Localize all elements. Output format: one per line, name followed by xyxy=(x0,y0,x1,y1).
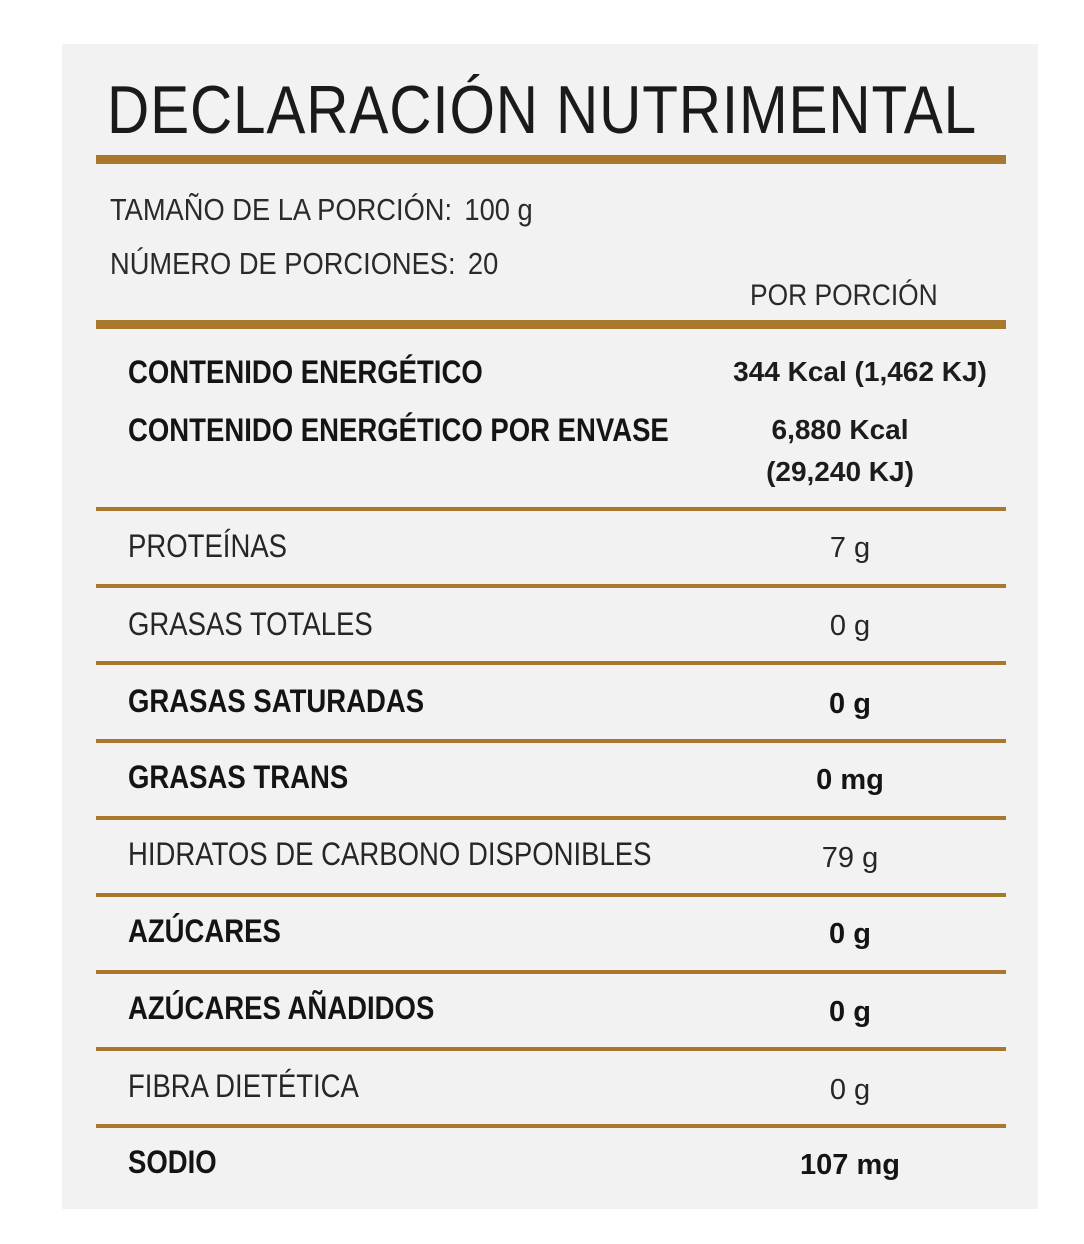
nutrient-label-sugars: AZÚCARES xyxy=(128,913,281,949)
energy-label: CONTENIDO ENERGÉTICO xyxy=(128,354,483,390)
row-divider xyxy=(96,893,1006,897)
nutrient-value-trans-fat: 0 mg xyxy=(816,764,884,796)
header-divider xyxy=(96,320,1006,329)
serving-size-label: TAMAÑO DE LA PORCIÓN: xyxy=(110,192,453,227)
row-divider xyxy=(96,661,1006,665)
row-divider xyxy=(96,1047,1006,1051)
energy-package-value-kcal: 6,880 Kcal xyxy=(771,414,909,445)
nutrient-value-carbohydrates: 79 g xyxy=(821,842,879,874)
row-divider xyxy=(96,584,1006,588)
nutrient-label-proteins: PROTEÍNAS xyxy=(128,528,288,564)
nutrient-label-trans-fat: GRASAS TRANS xyxy=(128,759,349,795)
row-divider xyxy=(96,507,1006,511)
nutrient-label-saturated-fat: GRASAS SATURADAS xyxy=(128,683,425,719)
nutrient-label-sodium: SODIO xyxy=(128,1144,217,1180)
row-divider xyxy=(96,816,1006,820)
nutrient-value-sodium: 107 mg xyxy=(800,1149,900,1181)
nutrient-label-added-sugars: AZÚCARES AÑADIDOS xyxy=(128,990,435,1026)
nutrient-value-added-sugars: 0 g xyxy=(829,996,871,1028)
row-divider xyxy=(96,1124,1006,1128)
nutrient-value-proteins: 7 g xyxy=(829,532,871,564)
nutrient-value-dietary-fiber: 0 g xyxy=(829,1074,871,1106)
serving-size xyxy=(110,190,533,230)
row-divider xyxy=(96,970,1006,974)
label-title: DECLARACIÓN NUTRIMENTAL xyxy=(107,72,977,148)
nutrient-value-sugars: 0 g xyxy=(829,918,871,950)
title-divider xyxy=(96,155,1006,164)
energy-package-label: CONTENIDO ENERGÉTICO POR ENVASE xyxy=(128,412,669,448)
servings-count-label: NÚMERO DE PORCIONES: xyxy=(110,246,456,281)
row-divider xyxy=(96,739,1006,743)
serving-size-value: 100 g xyxy=(464,192,533,227)
energy-value: 344 Kcal (1,462 KJ) xyxy=(733,356,987,387)
nutrient-label-dietary-fiber: FIBRA DIETÉTICA xyxy=(128,1068,359,1104)
nutrient-value-total-fat: 0 g xyxy=(829,610,871,642)
nutrient-label-carbohydrates: HIDRATOS DE CARBONO DISPONIBLES xyxy=(128,836,652,872)
nutrient-label-total-fat: GRASAS TOTALES xyxy=(128,606,373,642)
servings-count xyxy=(110,244,498,284)
per-portion-header: POR PORCIÓN xyxy=(750,279,938,312)
servings-count-value: 20 xyxy=(467,246,499,281)
nutrient-value-saturated-fat: 0 g xyxy=(829,688,871,720)
energy-package-value-kj: (29,240 KJ) xyxy=(766,456,914,487)
